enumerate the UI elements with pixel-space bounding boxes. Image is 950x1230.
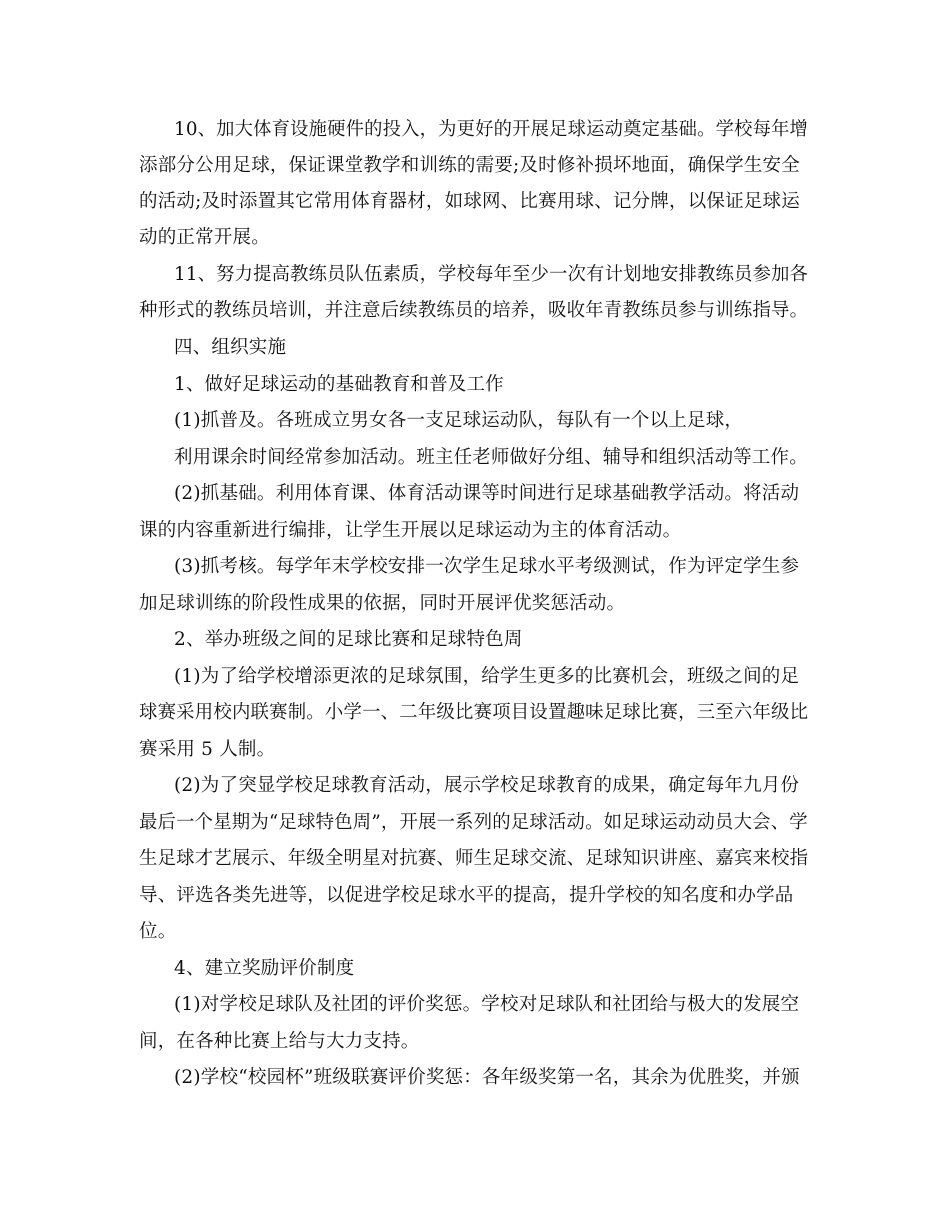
- paragraph-10-line-4: 动的正常开展。: [139, 227, 270, 248]
- item-2-2-line-1: (2)为了突显学校足球教育活动，展示学校足球教育的成果，确定每年九月份: [174, 775, 800, 796]
- item-1-1-line-2: 利用课余时间经常参加活动。班主任老师做好分组、辅导和组织活动等工作。: [174, 447, 808, 468]
- item-1-1-line-1: (1)抓普及。各班成立男女各一支足球运动队，每队有一个以上足球，: [174, 410, 744, 431]
- item-1-2-line-1: (2)抓基础。利用体育课、体育活动课等时间进行足球基础教学活动。将活动: [174, 483, 800, 504]
- item-2-2-line-2: 最后一个星期为“足球特色周”，开展一系列的足球活动。如足球运动动员大会、学: [139, 812, 808, 833]
- paragraph-11-line-1: 11、努力提高教练员队伍素质，学校每年至少一次有计划地安排教练员参加各: [174, 264, 809, 285]
- item-2-1-line-3: 赛采用 5 人制。: [139, 739, 276, 760]
- item-2-2-line-5: 位。: [139, 921, 177, 942]
- item-1-2-line-2: 课的内容重新进行编排，让学生开展以足球运动为主的体育活动。: [139, 520, 682, 541]
- subheading-4: 4、建立奖励评价制度: [174, 958, 355, 979]
- item-2-1-line-1: (1)为了给学校增添更浓的足球氛围，给学生更多的比赛机会，班级之间的足: [174, 666, 800, 687]
- item-2-1-line-2: 球赛采用校内联赛制。小学一、二年级比赛项目设置趣味足球比赛，三至六年级比: [139, 702, 809, 723]
- item-4-1-line-1: (1)对学校足球队及社团的评价奖惩。学校对足球队和社团给与极大的发展空: [174, 994, 800, 1015]
- paragraph-10-line-1: 10、加大体育设施硬件的投入，为更好的开展足球运动奠定基础。学校每年增: [174, 119, 809, 140]
- paragraph-10-line-3: 的活动;及时添置其它常用体育器材，如球网、比赛用球、记分牌，以保证足球运: [139, 191, 800, 212]
- section-heading-4: 四、组织实施: [174, 337, 287, 358]
- subheading-2: 2、举办班级之间的足球比赛和足球特色周: [174, 629, 523, 650]
- item-1-3-line-1: (3)抓考核。每学年末学校安排一次学生足球水平考级测试，作为评定学生参: [174, 556, 800, 577]
- item-4-2-line-1: (2)学校“校园杯”班级联赛评价奖惩：各年级奖第一名，其余为优胜奖，并颁: [174, 1067, 800, 1088]
- item-2-2-line-3: 生足球才艺展示、年级全明星对抗赛、师生足球交流、足球知识讲座、嘉宾来校指: [139, 848, 809, 869]
- item-2-2-line-4: 导、评选各类先进等，以促进学校足球水平的提高，提升学校的知名度和办学品: [139, 885, 794, 906]
- subheading-1: 1、做好足球运动的基础教育和普及工作: [174, 374, 504, 395]
- paragraph-10-line-2: 添部分公用足球，保证课堂教学和训练的需要;及时修补损坏地面，确保学生安全: [139, 155, 800, 176]
- item-1-3-line-2: 加足球训练的阶段性成果的依据，同时开展评优奖惩活动。: [139, 593, 626, 614]
- paragraph-11-line-2: 种形式的教练员培训，并注意后续教练员的培养，吸收年青教练员参与训练指导。: [139, 300, 809, 321]
- item-4-1-line-2: 间，在各种比赛上给与大力支持。: [139, 1031, 420, 1052]
